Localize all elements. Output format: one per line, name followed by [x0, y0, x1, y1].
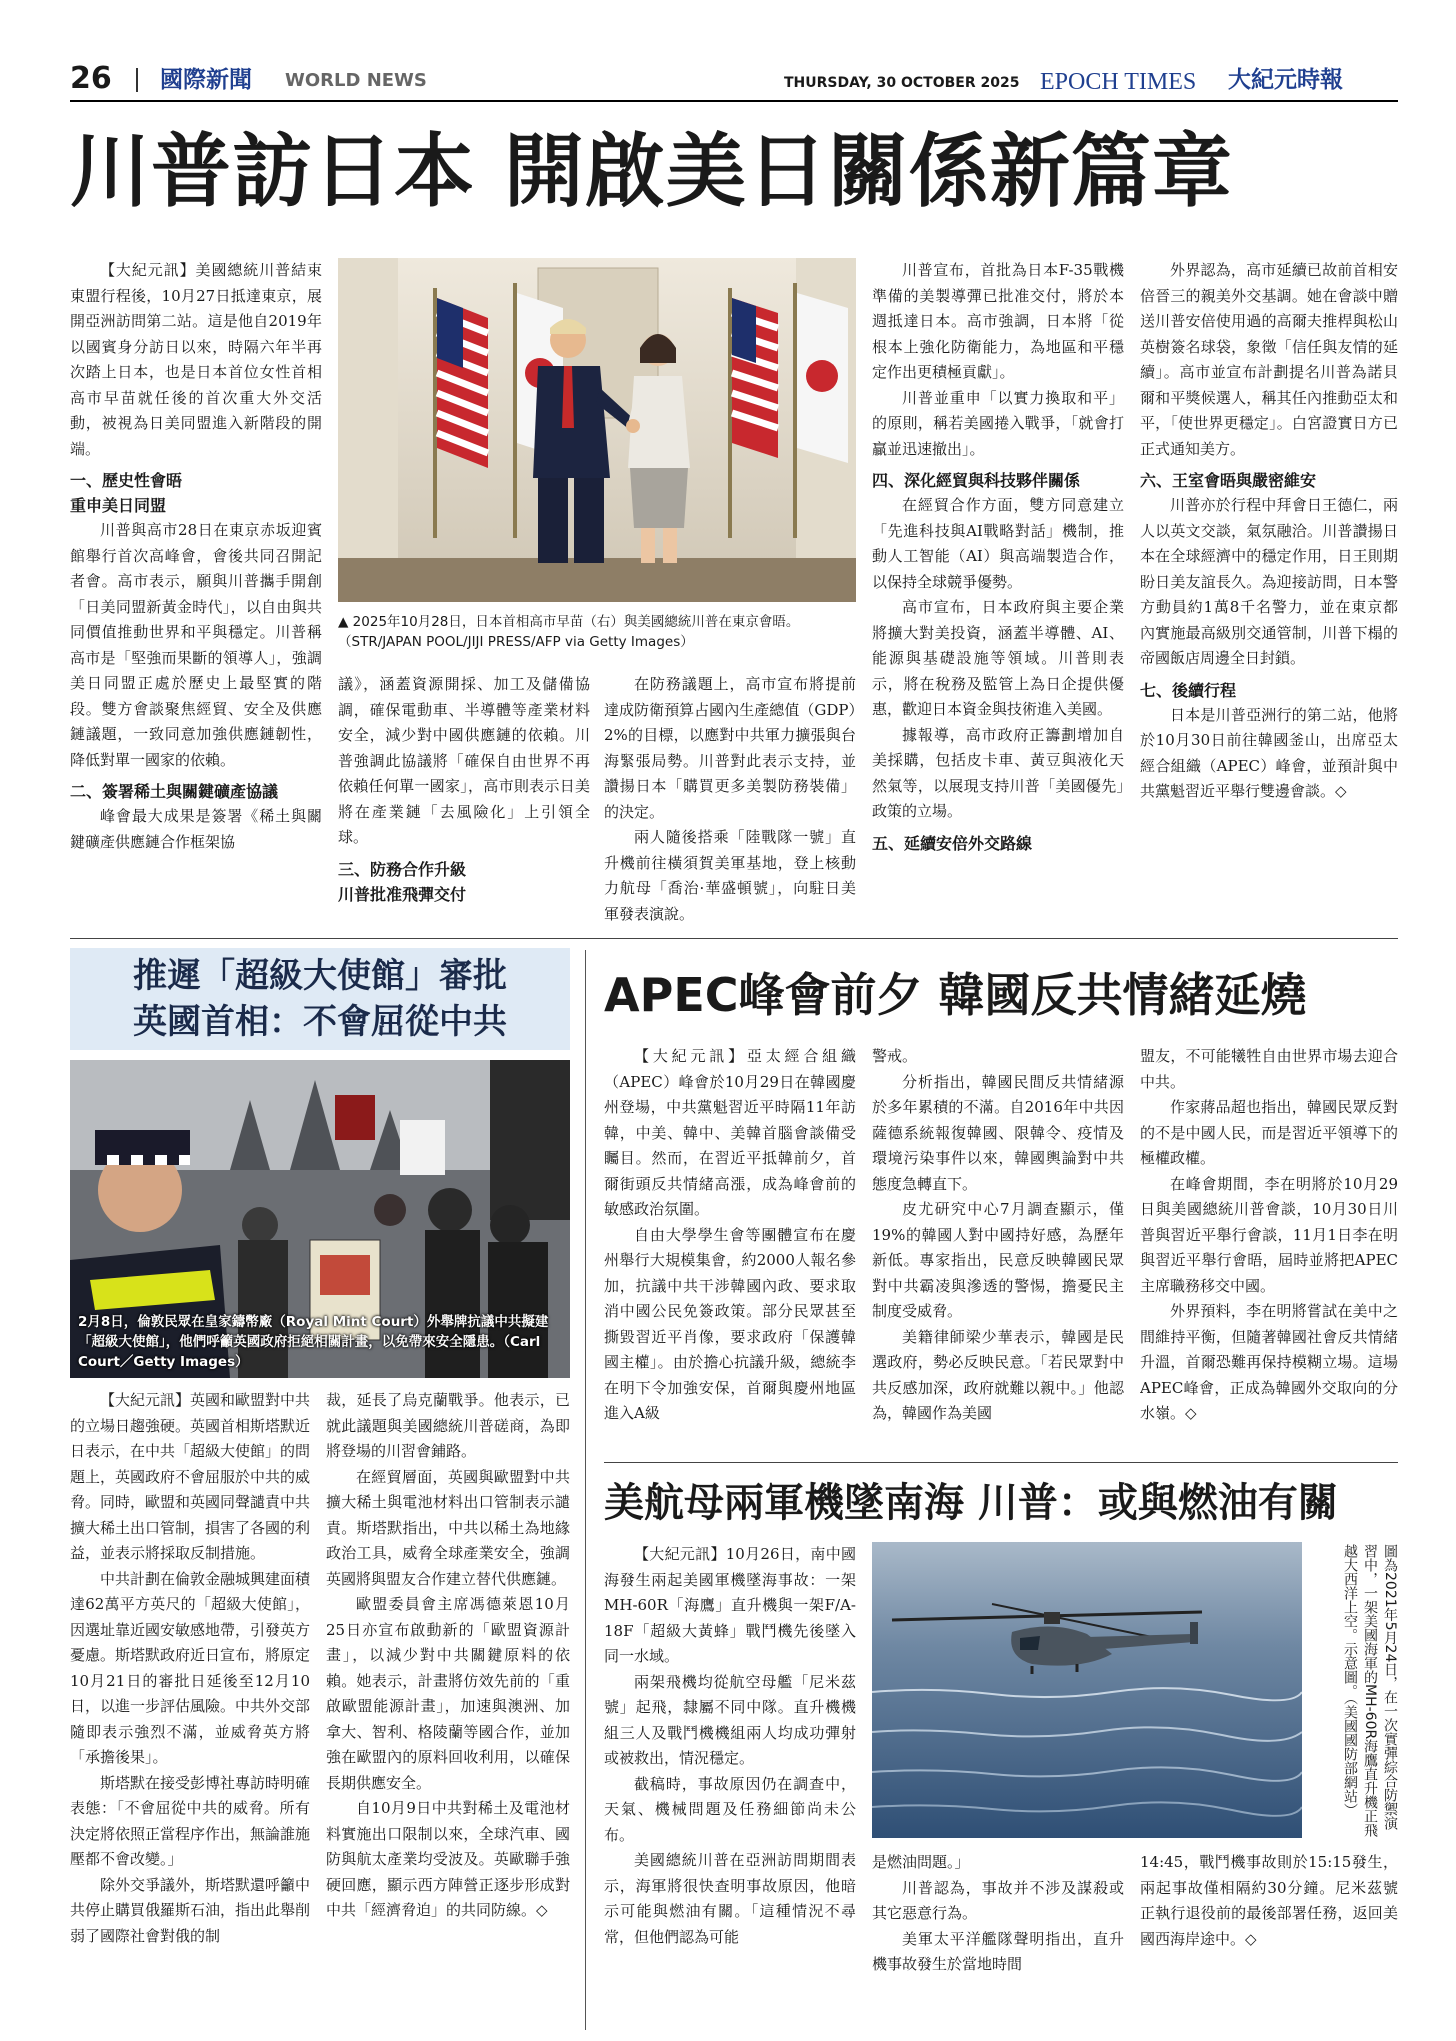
header-rule: [70, 100, 1398, 102]
paragraph: 皮尤研究中心7月調查顯示，僅19%的韓國人對中國持好感，為歷年新低。專家指出，民意反映韓國民眾對中共霸凌與滲透的警惕，擔憂民主制度受威脅。: [872, 1200, 1124, 1320]
story4-photo-caption: 圖為2021年5月24日，在一次實彈綜合防禦演習中，一架美國海軍的MH-60R海鷹直升機正飛越大西洋上空。示意圖。（美國國防部網站）: [1342, 1544, 1398, 1838]
paragraph: 在防務議題上，高市宣布將提前達成防衛預算占國內生產總值（GDP）2%的目標，以應對中共軍力擴張與台海緊張局勢。川普對此表示支持，並讚揚日本「購買更多美製防務裝備」的決定。: [604, 675, 856, 821]
story1-column-1: [70, 258, 322, 928]
paragraph: 【大紀元訊】英國和歐盟對中共的立場日趨強硬。英國首相斯塔默近日表示，在中共「超級大使館」的問題上，英國政府不會屈服於中共的威脅。同時，歐盟和英國同聲譴責中共擴大稀土出口管制，損害了各國的利益，並表示將採取反制措施。: [70, 1391, 310, 1562]
paragraph: 自由大學學生會等團體宣布在慶州舉行大規模集會，約2000人報名參加，抗議中共干涉韓國內政、要求取消中國公民免簽政策。部分民眾甚至撕毀習近平肖像，要求政府「保護韓國主權」。由於擔心抗議升級，總統李在明下令加強安保，首爾與慶州地區進入A級: [604, 1225, 856, 1422]
paragraph: 兩架飛機均從航空母艦「尼米茲號」起飛，隸屬不同中隊。直升機機組三人及戰鬥機機組兩人均成功彈射或被救出，情況穩定。: [604, 1672, 856, 1767]
paragraph: 中共計劃在倫敦金融城興建面積達62萬平方英尺的「超級大使館」，因選址靠近國安敏感地帶，引發英方憂慮。斯塔默政府近日宣布，將原定10月21日的審批日延後至12月10日，以進一步評估風險。中共外交部隨即表示強烈不滿，並威脅英方將「承擔後果」。: [70, 1569, 310, 1766]
paragraph: 裁，延長了烏克蘭戰爭。他表示，已就此議題與美國總統川普磋商，為即將登場的川習會鋪路。: [326, 1391, 570, 1460]
paragraph: 在經貿層面，英國與歐盟對中共擴大稀土與電池材料出口管制表示譴責。斯塔默指出，中共以稀土為地緣政治工具，威脅全球產業安全，強調英國將與盟友合作建立替代供應鏈。: [326, 1467, 570, 1588]
paragraph: 川普宣布，首批為日本F-35戰機準備的美製導彈已批准交付，將於本週抵達日本。高市強調，日本將「從根本上強化防衛能力，為地區和平穩定作出更積極貢獻」。: [872, 261, 1124, 381]
paragraph: 作家蔣品超也指出，韓國民眾反對的不是中國人民，而是習近平領導下的極權政權。: [1140, 1098, 1398, 1167]
paragraph: 議》，涵蓋資源開採、加工及儲備協調，確保電動車、半導體等產業材料安全，減少對中國供應鏈的依賴。川普強調此協議將「確保自由世界不再依賴任何單一國家」，高市則表示日美將在產業鏈「去風險化」上引領全球。: [338, 675, 590, 846]
story3-column-3: [1140, 1044, 1398, 1444]
paragraph: 高市宣布，日本政府與主要企業將擴大對美投資，涵蓋半導體、AI、能源與基礎設施等領域。川普則表示，將在稅務及監管上為日企提供優惠，歡迎日本資金與技術進入美國。: [872, 598, 1124, 718]
story4-headline: 美航母兩軍機墜南海 川普：或與燃油有關: [604, 1480, 1338, 1526]
story2-column-2: [326, 1388, 570, 2028]
subheading: 四、深化經貿與科技夥伴關係: [872, 471, 1081, 490]
story2-headline-line1: 推遲「超級大使館」審批: [133, 956, 507, 996]
paragraph: 【大紀元訊】10月26日，南中國海發生兩起美國軍機墜海事故：一架MH-60R「海鷹」直升機與一架F/A-18F「超級大黃蜂」戰鬥機先後墜入同一水域。: [604, 1545, 856, 1665]
section-title-en: WORLD NEWS: [285, 70, 427, 91]
story2-photo-protest: [70, 1060, 570, 1378]
paragraph: 除外交爭議外，斯塔默還呼籲中共停止購買俄羅斯石油，指出此舉削弱了國際社會對俄的制: [70, 1875, 310, 1945]
paragraph: 據報導，高市政府正籌劃增加自美採購，包括皮卡車、黃豆與液化天然氣等，以展現支持川普「美國優先」政策的立場。: [872, 725, 1124, 820]
paragraph: 日本是川普亞洲行的第二站，他將於10月30日前往韓國釜山，出席亞太經合組織（APEC）峰會，並預計與中共黨魁習近平舉行雙邊會談。◇: [1140, 705, 1398, 800]
paragraph: 美國總統川普在亞洲訪問期間表示，海軍將很快查明事故原因，他暗示可能與燃油有關。「這種情況不尋常，但他們認為可能: [604, 1851, 856, 1946]
subheading: 五、延續安倍外交路線: [872, 833, 1033, 853]
subheading: 二、簽署稀土與關鍵礦產協議: [70, 782, 279, 801]
story2-column-1: [70, 1388, 310, 2028]
paragraph: 分析指出，韓國民間反共情緒源於多年累積的不滿。自2016年中共因薩德系統報復韓國、限韓令、疫情及環境污染事件以來，韓國輿論對中共態度急轉直下。: [872, 1072, 1124, 1193]
handshake-photo-illustration: [338, 258, 856, 602]
story3-column-1: [604, 1044, 856, 1444]
paragraph: 兩人隨後搭乘「陸戰隊一號」直升機前往橫須賀美軍基地，登上核動力航母「喬治·華盛頓號」，向駐日美軍發表演說。: [604, 828, 856, 923]
subheading: 一、歷史性會晤 重申美日同盟: [70, 471, 183, 515]
story1-photo-handshake: [338, 258, 856, 602]
paragraph: 峰會最大成果是簽署《稀土與關鍵礦產供應鏈合作框架協: [70, 807, 322, 851]
paragraph: 是燃油問題。」: [872, 1853, 970, 1871]
subheading: 三、防務合作升級 川普批准飛彈交付: [338, 859, 467, 904]
subheading: 七、後續行程: [1140, 680, 1237, 700]
story1-column-4: [872, 258, 1124, 928]
story4-photo-helicopter: [872, 1542, 1302, 1838]
paragraph: 川普並重申「以實力換取和平」的原則，稱若美國捲入戰爭，「就會打贏並迅速撤出」。: [872, 388, 1124, 458]
paragraph: 在峰會期間，李在明將於10月29日與美國總統川普會談，10月30日川普與習近平舉行會談，11月1日李在明與習近平舉行會晤，屆時並將把APEC主席職務移交中國。: [1140, 1174, 1398, 1295]
paragraph: 【大紀元訊】美國總統川普結束東盟行程後，10月27日抵達東京，展開亞洲訪問第二站。這是他自2019年以國賓身分訪日以來，時隔六年半再次踏上日本，也是日本首位女性首相高市早苗就任後的首次重大外交活動，被視為日美同盟進入新階段的開端。: [70, 261, 322, 458]
story-divider: [604, 1462, 1398, 1463]
story1-photo-caption: ▲ 2025年10月28日，日本首相高市早苗（右）與美國總統川普在東京會晤。（STR/JAPAN POOL/JIJI PRESS/AFP via Getty Images）: [338, 614, 800, 650]
paragraph: 在經貿合作方面，雙方同意建立「先進科技與AI戰略對話」機制，推動人工智能（AI）與高端製造合作，以保持全球競爭優勢。: [872, 496, 1124, 591]
paragraph: 外界預料，李在明將嘗試在美中之間維持平衡，但隨著韓國社會反共情緒升溫，首爾恐難再保持模糊立場。這場APEC峰會，正成為韓國外交取向的分水嶺。◇: [1140, 1302, 1398, 1422]
story4-column-1: [604, 1542, 856, 2030]
header-divider: [136, 68, 138, 92]
section-title-cn: 國際新聞: [160, 67, 252, 93]
paragraph: 警戒。: [872, 1047, 918, 1065]
story2-photo-caption: 2月8日，倫敦民眾在皇家鑄幣廠（Royal Mint Court）外舉牌抗議中共擬建「超級大使館」，他們呼籲英國政府拒絕相關計畫，以免帶來安全隱患。（Carl Court／Getty Images）: [78, 1314, 549, 1370]
paragraph: 14:45，戰鬥機事故則於15:15發生，兩起事故僅相隔約30分鐘。尼米茲號正執行退役前的最後部署任務，返回美國西海岸途中。◇: [1140, 1853, 1398, 1948]
story1-headline: 川普訪日本 開啟美日關係新篇章: [70, 124, 1233, 218]
paragraph: 美籍律師梁少華表示，韓國是民選政府，勢必反映民意。「若民眾對中共反感加深，政府就難以親中。」他認為，韓國作為美國: [872, 1327, 1124, 1422]
story2-headline-box: [70, 948, 570, 1050]
page-number: 26: [70, 61, 112, 96]
paragraph: 川普亦於行程中拜會日王德仁，兩人以英文交談，氣氛融洽。川普讚揚日本在全球經濟中的穩定作用，日王則期盼日美友誼長久。為迎接訪問，日本警方動員約1萬8千名警力，並在東京都內實施最高級別交通管制，川普下榻的帝國飯店周邊全日封鎖。: [1140, 496, 1398, 667]
paragraph: 川普認為，事故并不涉及謀殺或其它惡意行為。: [872, 1878, 1124, 1922]
story4-column-3: [1140, 1850, 1398, 2030]
paragraph: 歐盟委員會主席馮德萊恩10月25日亦宣布啟動新的「歐盟資源計畫」，以減少對中共關鍵原料的依賴。她表示，計畫將仿效先前的「重啟歐盟能源計畫」，加速與澳洲、加拿大、智利、格陵蘭等國合作，並加強在歐盟內的原料回收利用，以確保長期供應安全。: [326, 1595, 570, 1792]
story1-column-5: [1140, 258, 1398, 928]
paragraph: 自10月9日中共對稀土及電池材料實施出口限制以來，全球汽車、國防與航太產業均受波及。英歐聯手強硬回應，顯示西方陣營正逐步形成對中共「經濟脅迫」的共同防線。◇: [326, 1799, 570, 1919]
brand-cn: 大紀元時報: [1228, 66, 1343, 93]
issue-date: THURSDAY, 30 OCTOBER 2025: [784, 75, 1020, 91]
paragraph: 盟友，不可能犧牲自由世界市場去迎合中共。: [1140, 1047, 1398, 1091]
story2-headline-line2: 英國首相：不會屈從中共: [133, 1002, 507, 1042]
story4-column-2: [872, 1850, 1124, 2030]
story1-column-3: [604, 672, 856, 928]
column-separator: [585, 950, 586, 2030]
helicopter-photo-illustration: [872, 1542, 1302, 1838]
subheading: 六、王室會晤與嚴密維安: [1140, 471, 1317, 490]
paragraph: 外界認為，高市延續已故前首相安倍晉三的親美外交基調。她在會談中贈送川普安倍使用過的高爾夫推桿與松山英樹簽名球袋，象徵「信任與友情的延續」。高市並宣布計劃提名川普為諾貝爾和平獎候選人，稱其任內推動亞太和平，「使世界更穩定」。白宮證實日方已正式通知美方。: [1140, 261, 1398, 458]
story-divider: [70, 938, 1398, 939]
paragraph: 美軍太平洋艦隊聲明指出，直升機事故發生於當地時間: [872, 1929, 1124, 1973]
paragraph: 斯塔默在接受彭博社專訪時明確表態：「不會屈從中共的威脅。所有決定將依照正當程序作出，無論誰施壓都不會改變。」: [70, 1773, 310, 1868]
brand-en: EPOCH TIMES: [1040, 69, 1197, 95]
story3-headline: APEC峰會前夕 韓國反共情緒延燒: [604, 968, 1307, 1022]
paragraph: 【大紀元訊】亞太經合組織（APEC）峰會於10月29日在韓國慶州登場，中共黨魁習近平時隔11年訪韓，中美、韓中、美韓首腦會談備受矚目。然而，在習近平抵韓前夕，首爾街頭反共情緒高漲，成為峰會前的敏感政治氛圍。: [604, 1047, 856, 1218]
story1-column-2: [338, 672, 590, 928]
paragraph: 截稿時，事故原因仍在調查中，天氣、機械問題及任務細節尚未公布。: [604, 1774, 856, 1844]
story3-column-2: [872, 1044, 1124, 1444]
paragraph: 川普與高市28日在東京赤坂迎賓館舉行首次高峰會，會後共同召開記者會。高市表示，願與川普攜手開創「日美同盟新黃金時代」，以自由與共同價值推動世界和平與穩定。川普稱高市是「堅強而果斷的領導人」，強調美日同盟正處於歷史上最堅實的階段。雙方會談聚焦經貿、安全及供應鏈議題，一致同意加強供應鏈韌性，降低對單一國家的依賴。: [70, 521, 322, 769]
